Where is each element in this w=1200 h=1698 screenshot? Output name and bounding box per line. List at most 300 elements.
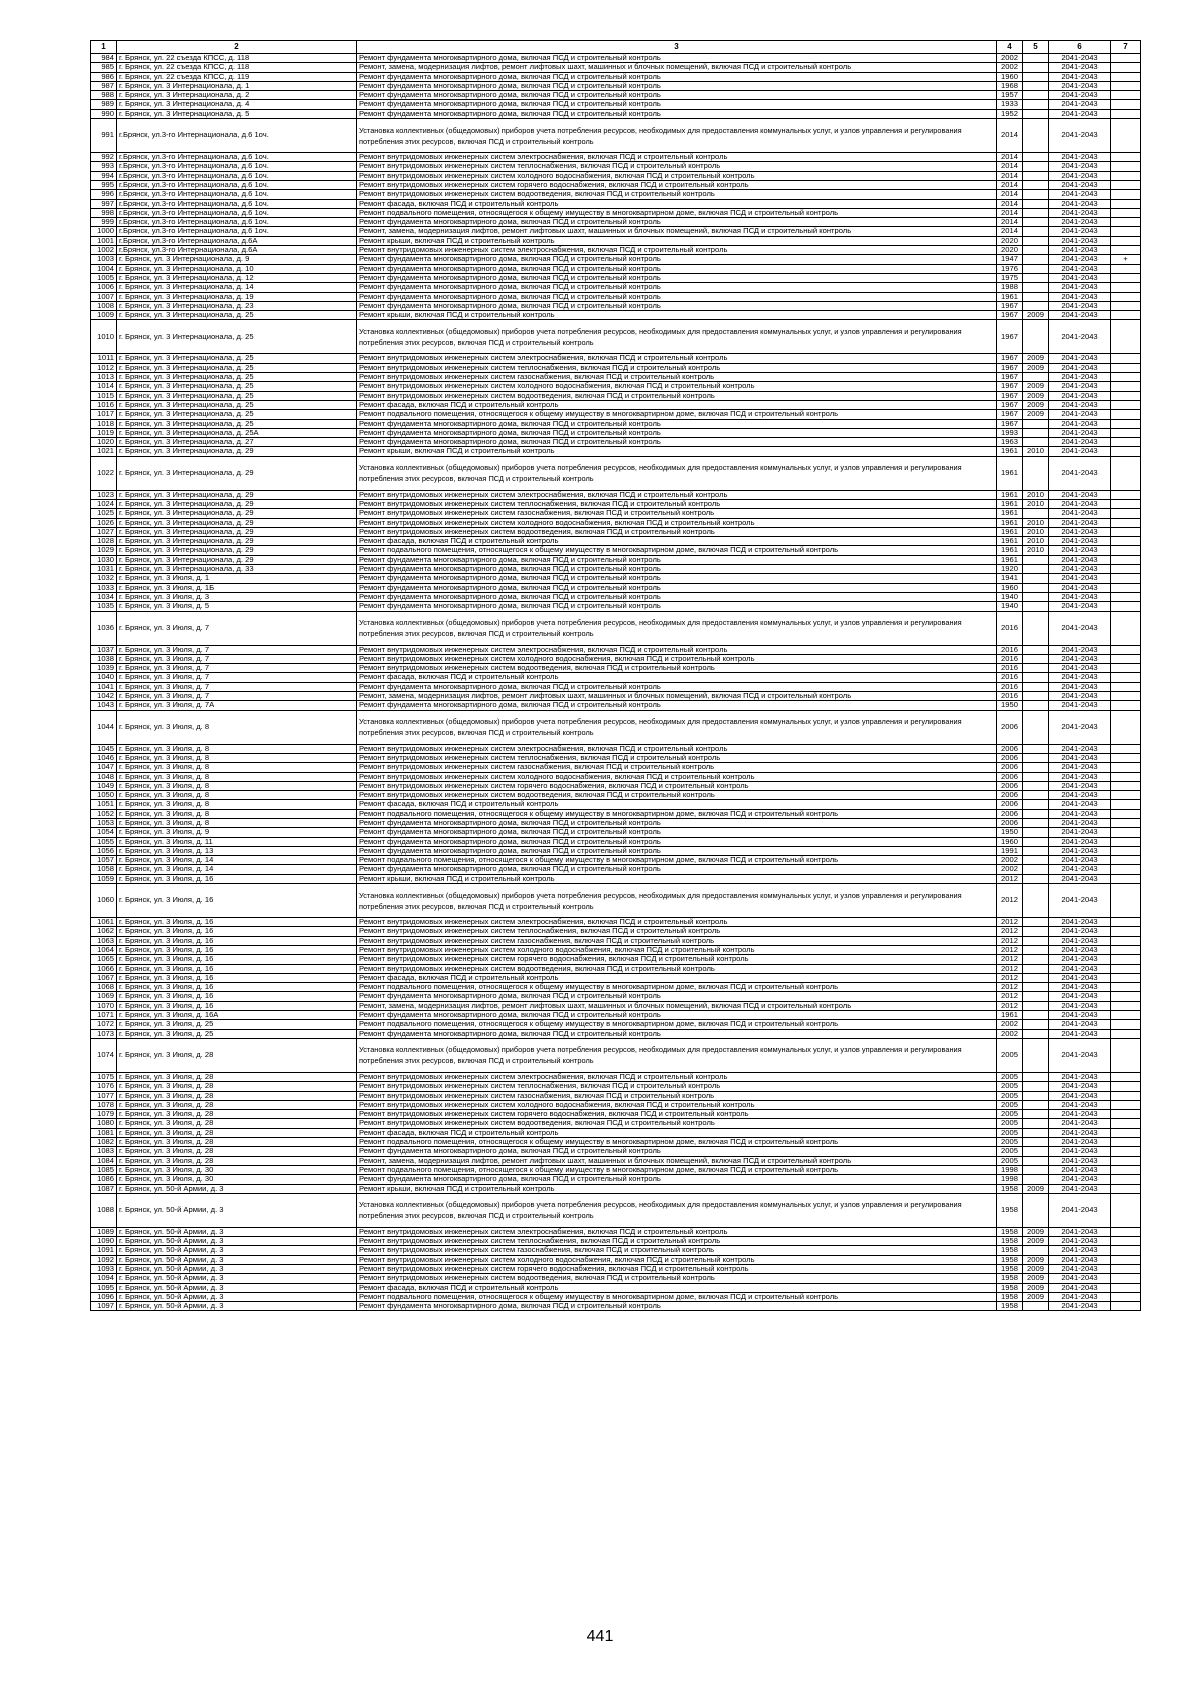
table-cell: Ремонт крыши, включая ПСД и строительный контроль [357,236,997,245]
table-cell: г. Брянск, ул. 3 Июля, д. 28 [117,1147,357,1156]
table-cell: 2014 [997,171,1023,180]
table-row [91,918,1141,927]
table-cell: г. Брянск, ул. 50-й Армии, д. 3 [117,1255,357,1264]
table-row [91,236,1141,245]
table-row [91,1302,1141,1311]
table-cell: 1066 [91,964,117,973]
table-cell: 989 [91,100,117,109]
table-cell: 1041 [91,682,117,691]
table-row [91,527,1141,536]
table-cell: Ремонт фундамента многоквартирного дома, включая ПСД и строительный контроль [357,701,997,710]
table-cell: Ремонт внутридомовых инженерных систем теплоснабжения, включая ПСД и строительный контроль [357,363,997,372]
table-cell [1023,673,1049,682]
table-cell: 1063 [91,936,117,945]
table-row [91,592,1141,601]
table-cell: г. Брянск, ул. 50-й Армии, д. 3 [117,1283,357,1292]
table-cell: 2041-2043 [1049,109,1111,118]
table-cell: г. Брянск, ул. 3 Интернационала, д. 1 [117,81,357,90]
table-cell [1023,255,1049,264]
table-cell [1111,701,1141,710]
table-cell: 1029 [91,546,117,555]
table-cell: Ремонт внутридомовых инженерных систем электроснабжения, включая ПСД и строительный контроль [357,246,997,255]
table-cell: 1000 [91,227,117,236]
table-row [91,292,1141,301]
table-cell: 1045 [91,744,117,753]
table-cell: Ремонт внутридомовых инженерных систем горячего водоснабжения, включая ПСД и строительный контроль [357,1264,997,1273]
table-row [91,438,1141,447]
table-cell [1023,91,1049,100]
table-row [91,992,1141,1001]
table-cell: 2010 [1023,518,1049,527]
table-cell: 2041-2043 [1049,1110,1111,1119]
table-cell: Ремонт фундамента многоквартирного дома, включая ПСД и строительный контроль [357,1011,997,1020]
header-cell: 6 [1049,41,1111,54]
table-cell: 1058 [91,865,117,874]
table-cell: 2041-2043 [1049,856,1111,865]
table-cell: 1961 [997,527,1023,536]
table-cell: 1053 [91,819,117,828]
table-cell: г. Брянск, ул. 3 Июля, д. 28 [117,1119,357,1128]
table-cell: Ремонт фасада, включая ПСД и строительный контроль [357,1283,997,1292]
table-cell: Ремонт, замена, модернизация лифтов, ремонт лифтовых шахт, машинных и блочных помещений, включая ПСД и строительный контроль [357,1001,997,1010]
table-cell: 2041-2043 [1049,753,1111,762]
table-cell: Ремонт внутридомовых инженерных систем газоснабжения, включая ПСД и строительный контроль [357,509,997,518]
table-cell: г. Брянск, ул. 3 Июля, д. 7 [117,664,357,673]
table-row [91,391,1141,400]
table-cell [1111,354,1141,363]
table-cell: 1049 [91,781,117,790]
table-cell: 2005 [997,1110,1023,1119]
table-cell: 1025 [91,509,117,518]
table-cell: Установка коллективных (общедомовых) приборов учета потребления ресурсов, необходимых для предоставления коммунальных услуг, и узлов управления и регулирования потребления этих ресурсов, включая ПСД и строительный контроль [357,320,997,354]
table-cell: 1967 [997,311,1023,320]
table-cell: Ремонт внутридомовых инженерных систем горячего водоснабжения, включая ПСД и строительный контроль [357,1110,997,1119]
table-cell: 1079 [91,1110,117,1119]
table-cell: 2041-2043 [1049,537,1111,546]
table-cell: 2020 [997,236,1023,245]
table-cell: г. Брянск, ул. 3 Интернационала, д. 25 [117,320,357,354]
table-cell: г. Брянск, ул. 3 Июля, д. 16 [117,955,357,964]
table-cell: 2041-2043 [1049,227,1111,236]
table-cell: 1967 [997,354,1023,363]
table-cell: 2012 [997,874,1023,883]
table-row [91,546,1141,555]
table-cell: г. Брянск, ул. 50-й Армии, д. 3 [117,1302,357,1311]
table-cell [1111,744,1141,753]
table-cell: 986 [91,72,117,81]
table-cell: 1096 [91,1292,117,1301]
table-cell: 2041-2043 [1049,255,1111,264]
table-cell: 1039 [91,664,117,673]
table-row [91,273,1141,282]
table-cell: 2014 [997,199,1023,208]
table-cell: 1967 [997,373,1023,382]
table-cell [1111,983,1141,992]
table-row [91,781,1141,790]
table-cell: Ремонт, замена, модернизация лифтов, ремонт лифтовых шахт, машинных и блочных помещений, включая ПСД и строительный контроль [357,227,997,236]
table-cell [1111,1110,1141,1119]
table-cell [1111,710,1141,744]
table-cell: 988 [91,91,117,100]
table-cell: 1967 [997,382,1023,391]
table-cell: 2041-2043 [1049,1292,1111,1301]
table-cell [1111,565,1141,574]
table-cell: 1975 [997,273,1023,282]
table-cell [1023,63,1049,72]
table-cell: г. Брянск, ул. 3 Июля, д. 16 [117,945,357,954]
table-cell [1111,1274,1141,1283]
table-body [91,54,1141,1311]
table-cell: 2002 [997,1020,1023,1029]
table-cell [1023,1156,1049,1165]
table-cell [1111,72,1141,81]
table-row [91,964,1141,973]
table-cell: г. Брянск, ул. 3 Интернационала, д. 29 [117,509,357,518]
table-row [91,874,1141,883]
table-cell: 2006 [997,763,1023,772]
table-cell: 2016 [997,682,1023,691]
table-row [91,490,1141,499]
table-cell: Ремонт внутридомовых инженерных систем теплоснабжения, включая ПСД и строительный контроль [357,162,997,171]
table-cell: г. Брянск, ул. 3 Интернационала, д. 25 [117,363,357,372]
table-cell: Ремонт фундамента многоквартирного дома, включая ПСД и строительный контроль [357,438,997,447]
table-cell [1023,246,1049,255]
table-cell: 1093 [91,1264,117,1273]
table-row [91,1001,1141,1010]
table-row [91,72,1141,81]
table-cell [1111,171,1141,180]
table-cell: 2041-2043 [1049,456,1111,490]
table-cell: г. Брянск, ул. 3 Интернационала, д. 29 [117,555,357,564]
table-cell: 1097 [91,1302,117,1311]
table-row [91,1246,1141,1255]
table-row [91,382,1141,391]
table-cell: 1967 [997,419,1023,428]
table-cell: 1001 [91,236,117,245]
table-cell: 2041-2043 [1049,509,1111,518]
table-cell: 2005 [997,1072,1023,1081]
table-cell [1111,320,1141,354]
table-cell: 2041-2043 [1049,283,1111,292]
table-cell: 990 [91,109,117,118]
table-cell [1111,419,1141,428]
table-cell: 2014 [997,162,1023,171]
table-cell: 2041-2043 [1049,955,1111,964]
table-cell: г. Брянск, ул. 3 Интернационала, д. 23 [117,301,357,310]
table-cell [1111,363,1141,372]
table-cell: 2041-2043 [1049,574,1111,583]
table-cell: г.Брянск, ул.3-го Интернационала, д.6 1оч. [117,218,357,227]
table-cell [1111,91,1141,100]
table-cell: 1087 [91,1184,117,1193]
table-cell: 2041-2043 [1049,583,1111,592]
table-cell [1111,800,1141,809]
table-cell [1111,382,1141,391]
table-cell: 2010 [1023,527,1049,536]
table-cell: г. Брянск, ул. 3 Июля, д. 5 [117,602,357,611]
table-cell: 2041-2043 [1049,1283,1111,1292]
table-cell: г. Брянск, ул. 22 съезда КПСС, д. 118 [117,63,357,72]
table-cell: Ремонт подвального помещения, относящегося к общему имуществу в многоквартирном доме, включая ПСД и строительный контроль [357,410,997,419]
table-cell: 1958 [997,1302,1023,1311]
table-cell: Установка коллективных (общедомовых) приборов учета потребления ресурсов, необходимых для предоставления коммунальных услуг, и узлов управления и регулирования потребления этих ресурсов, включая ПСД и строительный контроль [357,1193,997,1227]
table-cell: 2041-2043 [1049,499,1111,508]
table-cell [1111,153,1141,162]
table-cell: Ремонт внутридомовых инженерных систем электроснабжения, включая ПСД и строительный контроль [357,645,997,654]
table-cell [1023,846,1049,855]
table-cell [1023,1082,1049,1091]
table-cell: г. Брянск, ул. 3 Июля, д. 3 [117,592,357,601]
table-cell: 2041-2043 [1049,1156,1111,1165]
table-row [91,410,1141,419]
table-cell: 2041-2043 [1049,819,1111,828]
table-cell: г. Брянск, ул. 3 Июля, д. 8 [117,791,357,800]
table-cell: 1026 [91,518,117,527]
table-cell [1111,1184,1141,1193]
table-cell: 1958 [997,1246,1023,1255]
table-cell: 2041-2043 [1049,611,1111,645]
table-cell: 2041-2043 [1049,701,1111,710]
table-cell: 1958 [997,1283,1023,1292]
table-cell: 2041-2043 [1049,100,1111,109]
table-cell: г. Брянск, ул. 3 Июля, д. 7А [117,701,357,710]
table-row [91,109,1141,118]
table-cell [1111,819,1141,828]
table-cell: 1089 [91,1227,117,1236]
table-cell: 2041-2043 [1049,72,1111,81]
table-cell: Ремонт, замена, модернизация лифтов, ремонт лифтовых шахт, машинных и блочных помещений, включая ПСД и строительный контроль [357,1156,997,1165]
table-cell [1111,884,1141,918]
table-row [91,428,1141,437]
table-cell [1023,1193,1049,1227]
table-cell: г. Брянск, ул. 3 Июля, д. 7 [117,682,357,691]
table-cell [1023,918,1049,927]
table-cell: 1967 [997,301,1023,310]
header-cell: 4 [997,41,1023,54]
table-cell: 1967 [997,400,1023,409]
table-row [91,119,1141,153]
table-cell: г. Брянск, ул. 3 Интернационала, д. 5 [117,109,357,118]
table-cell [1023,119,1049,153]
table-row [91,602,1141,611]
table-cell: 1993 [997,428,1023,437]
table-cell [1023,301,1049,310]
table-cell: 1034 [91,592,117,601]
table-row [91,81,1141,90]
table-cell: 998 [91,208,117,217]
table-row [91,1292,1141,1301]
table-cell: 2041-2043 [1049,992,1111,1001]
table-row [91,311,1141,320]
table-cell: Ремонт крыши, включая ПСД и строительный контроль [357,447,997,456]
table-row [91,1110,1141,1119]
table-cell: 2012 [997,945,1023,954]
table-cell: 2041-2043 [1049,373,1111,382]
table-cell: 1036 [91,611,117,645]
table-cell [1023,171,1049,180]
table-cell [1023,273,1049,282]
table-cell: 2041-2043 [1049,945,1111,954]
table-cell: 2016 [997,664,1023,673]
table-cell: 1020 [91,438,117,447]
table-cell [1023,645,1049,654]
table-cell: г. Брянск, ул. 3 Июля, д. 16 [117,927,357,936]
table-cell [1023,856,1049,865]
table-cell [1023,936,1049,945]
table-cell: 2041-2043 [1049,1138,1111,1147]
table-cell: г. Брянск, ул. 3 Июля, д. 7 [117,692,357,701]
table-cell: 2041-2043 [1049,400,1111,409]
table-cell: 1046 [91,753,117,762]
table-row [91,701,1141,710]
table-cell: Ремонт фасада, включая ПСД и строительный контроль [357,673,997,682]
table-row [91,320,1141,354]
table-cell [1111,664,1141,673]
table-cell: 1958 [997,1184,1023,1193]
table-cell: 2009 [1023,363,1049,372]
table-cell [1111,837,1141,846]
table-cell [1111,955,1141,964]
table-cell: 1074 [91,1038,117,1072]
table-cell: 1050 [91,791,117,800]
table-row [91,264,1141,273]
table-cell [1111,456,1141,490]
table-row [91,63,1141,72]
table-cell: 1031 [91,565,117,574]
table-cell: 1961 [997,292,1023,301]
table-cell: 2041-2043 [1049,546,1111,555]
table-cell: Установка коллективных (общедомовых) приборов учета потребления ресурсов, необходимых для предоставления коммунальных услуг, и узлов управления и регулирования потребления этих ресурсов, включая ПСД и строительный контроль [357,884,997,918]
table-cell: 2041-2043 [1049,791,1111,800]
table-cell: г. Брянск, ул. 3 Интернационала, д. 29 [117,490,357,499]
table-cell: 2041-2043 [1049,673,1111,682]
table-row [91,227,1141,236]
table-cell [1023,555,1049,564]
table-cell: 2041-2043 [1049,1175,1111,1184]
table-cell: 2041-2043 [1049,527,1111,536]
table-cell [1023,1011,1049,1020]
table-cell: 2041-2043 [1049,292,1111,301]
table-cell [1111,763,1141,772]
table-cell: 2041-2043 [1049,218,1111,227]
table-cell: 2041-2043 [1049,846,1111,855]
table-cell: 2016 [997,692,1023,701]
table-cell [1111,973,1141,982]
table-cell [1111,227,1141,236]
table-cell: г. Брянск, ул. 3 Июля, д. 8 [117,710,357,744]
table-cell [1111,1227,1141,1236]
table-row [91,682,1141,691]
table-cell: Ремонт фундамента многоквартирного дома, включая ПСД и строительный контроль [357,218,997,227]
table-cell: Ремонт фундамента многоквартирного дома, включая ПСД и строительный контроль [357,54,997,63]
table-cell: г. Брянск, ул. 3 Интернационала, д. 12 [117,273,357,282]
table-cell: Ремонт внутридомовых инженерных систем теплоснабжения, включая ПСД и строительный контроль [357,1237,997,1246]
table-row [91,246,1141,255]
table-cell: 1998 [997,1165,1023,1174]
table-row [91,809,1141,818]
table-cell: 2009 [1023,1274,1049,1283]
table-cell: г. Брянск, ул. 3 Июля, д. 30 [117,1175,357,1184]
table-cell: 2041-2043 [1049,1227,1111,1236]
table-cell [1111,190,1141,199]
table-cell: 2005 [997,1138,1023,1147]
table-cell: Ремонт внутридомовых инженерных систем водоотведения, включая ПСД и строительный контроль [357,391,997,400]
table-cell: Ремонт внутридомовых инженерных систем горячего водоснабжения, включая ПСД и строительный контроль [357,955,997,964]
table-cell: 2005 [997,1038,1023,1072]
table-cell [1023,664,1049,673]
table-row [91,1156,1141,1165]
table-row [91,363,1141,372]
table-cell [1111,509,1141,518]
table-cell [1023,791,1049,800]
table-cell: Ремонт фундамента многоквартирного дома, включая ПСД и строительный контроль [357,583,997,592]
table-cell: 1968 [997,81,1023,90]
table-cell: г.Брянск, ул.3-го Интернационала, д.6 1оч. [117,208,357,217]
table-cell: г. Брянск, ул. 3 Июля, д. 8 [117,819,357,828]
table-cell: Ремонт фундамента многоквартирного дома, включая ПСД и строительный контроль [357,837,997,846]
table-cell [1111,1156,1141,1165]
table-cell: 2041-2043 [1049,410,1111,419]
table-cell [1111,391,1141,400]
table-cell: Ремонт внутридомовых инженерных систем холодного водоснабжения, включая ПСД и строительный контроль [357,945,997,954]
table-cell: 1015 [91,391,117,400]
table-row [91,456,1141,490]
table-cell: 1947 [997,255,1023,264]
table-cell: 2041-2043 [1049,555,1111,564]
table-cell: Установка коллективных (общедомовых) приборов учета потребления ресурсов, необходимых для предоставления коммунальных услуг, и узлов управления и регулирования потребления этих ресурсов, включая ПСД и строительный контроль [357,710,997,744]
table-cell: Ремонт подвального помещения, относящегося к общему имуществу в многоквартирном доме, включая ПСД и строительный контроль [357,1292,997,1301]
table-cell: 2041-2043 [1049,311,1111,320]
table-cell: 1960 [997,583,1023,592]
table-cell [1111,645,1141,654]
table-cell: 1017 [91,410,117,419]
table-cell: 2014 [997,153,1023,162]
table-cell [1111,791,1141,800]
table-cell [1023,1091,1049,1100]
table-cell: Ремонт фундамента многоквартирного дома, включая ПСД и строительный контроль [357,301,997,310]
table-cell: г. Брянск, ул. 3 Интернационала, д. 29 [117,527,357,536]
table-cell: г.Брянск, ул.3-го Интернационала, д.6 1оч. [117,190,357,199]
table-row [91,1264,1141,1273]
table-cell: Ремонт внутридомовых инженерных систем электроснабжения, включая ПСД и строительный контроль [357,153,997,162]
table-cell [1111,865,1141,874]
table-cell: 1047 [91,763,117,772]
table-cell: 2006 [997,772,1023,781]
table-cell: 2012 [997,936,1023,945]
table-cell: 2002 [997,1029,1023,1038]
table-row [91,1082,1141,1091]
table-cell: 1014 [91,382,117,391]
table-cell: 2005 [997,1156,1023,1165]
table-cell [1023,456,1049,490]
table-cell: 2041-2043 [1049,682,1111,691]
table-cell [1023,565,1049,574]
table-cell: Ремонт внутридомовых инженерных систем теплоснабжения, включая ПСД и строительный контроль [357,753,997,762]
table-cell [1023,1020,1049,1029]
table-cell: 2012 [997,918,1023,927]
table-cell: 1062 [91,927,117,936]
table-row [91,419,1141,428]
table-cell: г. Брянск, ул. 3 Июля, д. 16 [117,936,357,945]
table-cell [1023,190,1049,199]
table-cell [1111,1082,1141,1091]
table-cell [1023,509,1049,518]
table-cell: 1056 [91,846,117,855]
table-cell: 1081 [91,1128,117,1137]
table-cell: 1083 [91,1147,117,1156]
table-cell: г. Брянск, ул. 22 съезда КПСС, д. 119 [117,72,357,81]
table-cell: Ремонт внутридомовых инженерных систем горячего водоснабжения, включая ПСД и строительный контроль [357,781,997,790]
